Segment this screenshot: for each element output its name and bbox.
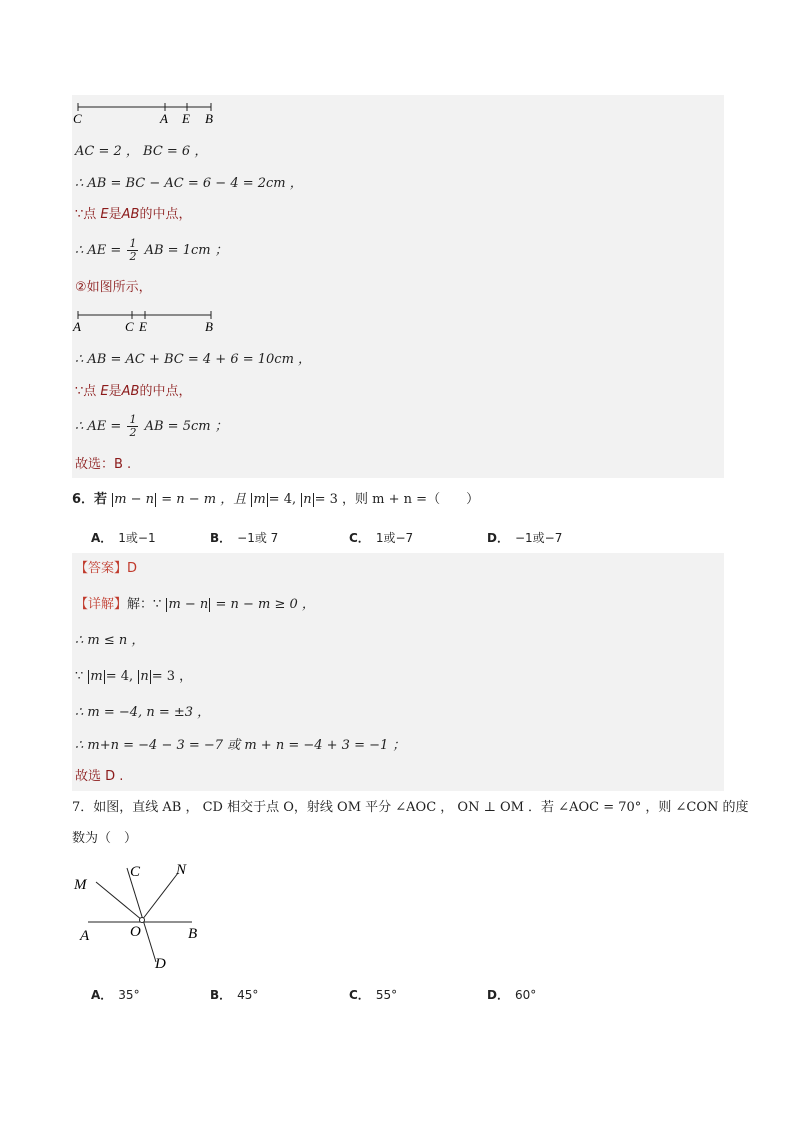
label-e: E [139, 319, 147, 334]
question-7-line-2: 数为（ ） [72, 831, 138, 846]
q6-detail-line-5: ∴ m+n = −4 − 3 = −7 或 m + n = −4 + 3 = −1 ； [75, 738, 406, 753]
q7-option-b: B． 45° [210, 988, 259, 1002]
q6-option-a: A． 1或−1 [91, 531, 156, 545]
question-6: 6．若 m − n = n − m ，且 m = 4, n = 3 ，则 m + n =（ ） [72, 492, 480, 507]
q6-option-b: B． −1或 7 [210, 531, 279, 545]
label-c: C [73, 111, 82, 126]
label-b: B [188, 926, 198, 942]
q6-detail-line-4: ∴ m = −4, n = ±3 ， [75, 705, 211, 720]
q6-detail-line-2: ∴ m ≤ n ， [75, 633, 145, 648]
label-a: A [160, 111, 168, 126]
label-n: N [176, 862, 187, 878]
q6-detail-line-3: ∵ m = 4, n = 3 ， [75, 669, 193, 684]
label-d: D [155, 956, 166, 972]
sol-choice: 故选：B . [75, 457, 132, 472]
question-7-line-1: 7．如图，直线 AB ， CD 相交于点 O，射线 OM 平分 ∠AOC ， ON ⊥ OM ．若 ∠AOC = 70° ，则 ∠CON 的度 [72, 800, 749, 815]
ray-on [142, 873, 178, 920]
label-o: O [130, 924, 141, 940]
angle-figure [70, 858, 230, 973]
q7-option-a: A． 35° [91, 988, 140, 1002]
label-b: B [205, 319, 213, 334]
case-2-heading: ②如图所示， [75, 280, 152, 295]
segment-figure-2 [70, 306, 220, 336]
q6-choice: 故选 D . [75, 769, 124, 784]
q6-option-d: D． −1或−7 [487, 531, 563, 545]
q6-option-c: C． 1或−7 [349, 531, 414, 545]
label-e: E [182, 111, 190, 126]
sol-line-8: ∴ AE = $\frac{1}{2}$ AB = 5cm ； [75, 413, 228, 439]
fraction-half: $\frac{1}{2}$ [129, 413, 137, 439]
fraction-half: $\frac{1}{2}$ [129, 237, 137, 263]
sol-line-4: ∴ AE = $\frac{1}{2}$ AB = 1cm ； [75, 237, 228, 263]
sol-line-7: ∵点 E是AB的中点， [75, 384, 192, 399]
label-a: A [80, 928, 90, 944]
sol-line-1: AC = 2 ， BC = 6 ， [75, 144, 208, 159]
sol-line-3: ∵点 E是AB的中点， [75, 207, 192, 222]
line-cd [127, 868, 156, 962]
point-o [140, 918, 145, 923]
label-b: B [205, 111, 213, 126]
q7-option-c: C． 55° [349, 988, 398, 1002]
sol-line-2: ∴ AB = BC − AC = 6 − 4 = 2cm ， [75, 176, 303, 191]
segment-figure-1 [70, 98, 220, 128]
label-c: C [130, 864, 141, 880]
label-a: A [73, 319, 81, 334]
ray-om [96, 882, 142, 920]
sol-line-6: ∴ AB = AC + BC = 4 + 6 = 10cm ， [75, 352, 312, 367]
q7-option-d: D． 60° [487, 988, 537, 1002]
q6-answer: 【答案】D [75, 561, 138, 576]
label-m: M [74, 877, 87, 893]
q6-detail-line-1: 【详解】解：∵ m − n = n − m ≥ 0 ， [75, 597, 315, 612]
label-c: C [125, 319, 134, 334]
